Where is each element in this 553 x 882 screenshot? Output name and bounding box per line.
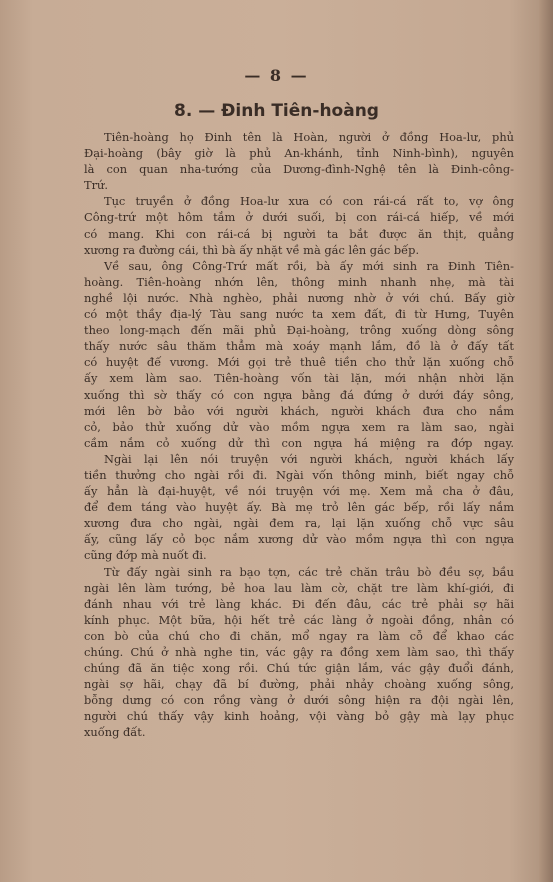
text-line: có một thầy địa-lý Tàu sang nước ta xem đất, đi từ Hưng, Tuyên [84,307,514,322]
text-line: ngài lên làm tướng, bẻ hoa lau làm cờ, chặt tre làm khí-giới, đi [84,580,514,595]
text-line: thấy nước sâu thăm thẳm mà xoáy mạnh lắm, đồ là ở đấy tất [84,339,514,354]
text-line: người chú thấy vậy kinh hoảng, vội vàng bỏ gậy mà lạy phục [84,709,514,724]
text-line: Tục truyền ở đồng Hoa-lư xưa có con rái-cá rất to, vợ ông [104,194,514,209]
text-line: ấy, cũng lấy cỏ bọc nắm xương dử vào mồm ngựa thì con ngựa [84,532,514,547]
text-line: con bò của chú cho đi chăn, mổ ngay ra làm cỗ để khao các [84,628,514,643]
text-line: cỏ, bảo thử xuống dử vào mồm ngựa xem ra làm sao, ngài [84,419,514,434]
text-line: hoàng. Tiên-hoàng nhớn lên, thông minh nhanh nhẹ, mà tài [84,274,514,289]
text-line: theo long-mạch đến mãi phủ Đại-hoàng, trông xuống dòng sông [84,323,514,338]
text-line: Ngài lại lên nói truyện với người khách, người khách lấy [104,451,514,466]
page-spine-shadow [539,0,553,882]
text-line: Tiên-hoàng họ Đinh tên là Hoàn, người ở đồng Hoa-lư, phủ [104,130,514,144]
text-line: là con quan nha-tướng của Dương-đình-Nghệ tên là Đinh-công- [84,162,514,177]
text-line: cũng đớp mà nuốt đi. [84,548,207,563]
text-line: cầm nắm cỏ xuống dử thì con ngựa há miệng ra đớp ngay. [84,435,514,450]
text-line: kính phục. Một bữa, hội hết trẻ các làng ở ngoài đồng, nhân có [84,612,514,627]
body-text [84,129,514,741]
text-line: xương đưa cho ngài, ngài đem ra, lại lặn xuống chỗ vực sâu [84,516,514,531]
text-line: đánh nhau với trẻ làng khác. Đi đến đâu, các trẻ phải sợ hãi [84,596,514,611]
text-line: có huyệt đế vương. Mới gọi trẻ thuê tiền cho thử lặn xuống chỗ [84,355,514,370]
text-line: mới lên bờ bảo với người khách, người khách đưa cho nắm [84,403,514,418]
text-line: ngài sợ hãi, chạy đã bí đường, phải nhảy choàng xuống sông, [84,677,514,692]
text-line: tiền thưởng cho ngài rồi đi. Ngài vốn thông minh, biết ngay chỗ [84,467,514,482]
text-line: xuống đất. [84,725,146,740]
chapter-title: 8. — Đinh Tiên-hoàng [174,101,379,121]
text-line: Từ đấy ngài sinh ra bạo tợn, các trẻ chăn trâu bò đều sợ, bầu [104,564,514,579]
text-line: ấy xem làm sao. Tiên-hoàng vốn tài lặn, mới nhận nhời lặn [84,371,514,386]
text-line: chúng. Chú ở nhà nghe tin, vác gậy ra đồng xem làm sao, thì thấy [84,645,514,659]
text-line: có mang. Khi con rái-cá bị người ta bắt được ăn thịt, quẳng [84,226,514,241]
text-line: Công-trứ một hôm tắm ở dưới suối, bị con rái-cá hiếp, về mới [84,210,514,225]
text-line: bỗng dưng có con rồng vàng ở dưới sông hiện ra đội ngài lên, [84,693,514,708]
page-number: — 8 — [244,66,309,85]
text-line: nghề lội nước. Nhà nghèo, phải nương nhờ ở với chú. Bấy giờ [84,290,514,305]
text-line: chúng đã ăn tiệc xong rồi. Chú tức giận lắm, vác gậy đuổi đánh, [84,661,514,676]
text-line: Trứ. [84,178,108,193]
text-line: Về sau, ông Công-Trứ mất rồi, bà ấy mới sinh ra Đinh Tiên- [104,258,514,273]
text-line: xương ra đường cái, thì bà ấy nhặt về mà gác lên gác bếp. [84,242,420,257]
text-line: xuống thì sờ thấy có con ngựa bằng đá đứng ở dưới đáy sông, [84,387,514,402]
text-line: để đem táng vào huyệt ấy. Bà mẹ trỏ lên gác bếp, rồi lấy nắm [84,500,514,515]
text-line: ấy hẳn là đại-huyệt, về nói truyện với mẹ. Xem mả cha ở đâu, [84,484,514,499]
text-line: Đại-hoàng (bây giờ là phủ An-khánh, tỉnh Ninh-bình), nguyên [84,146,514,161]
